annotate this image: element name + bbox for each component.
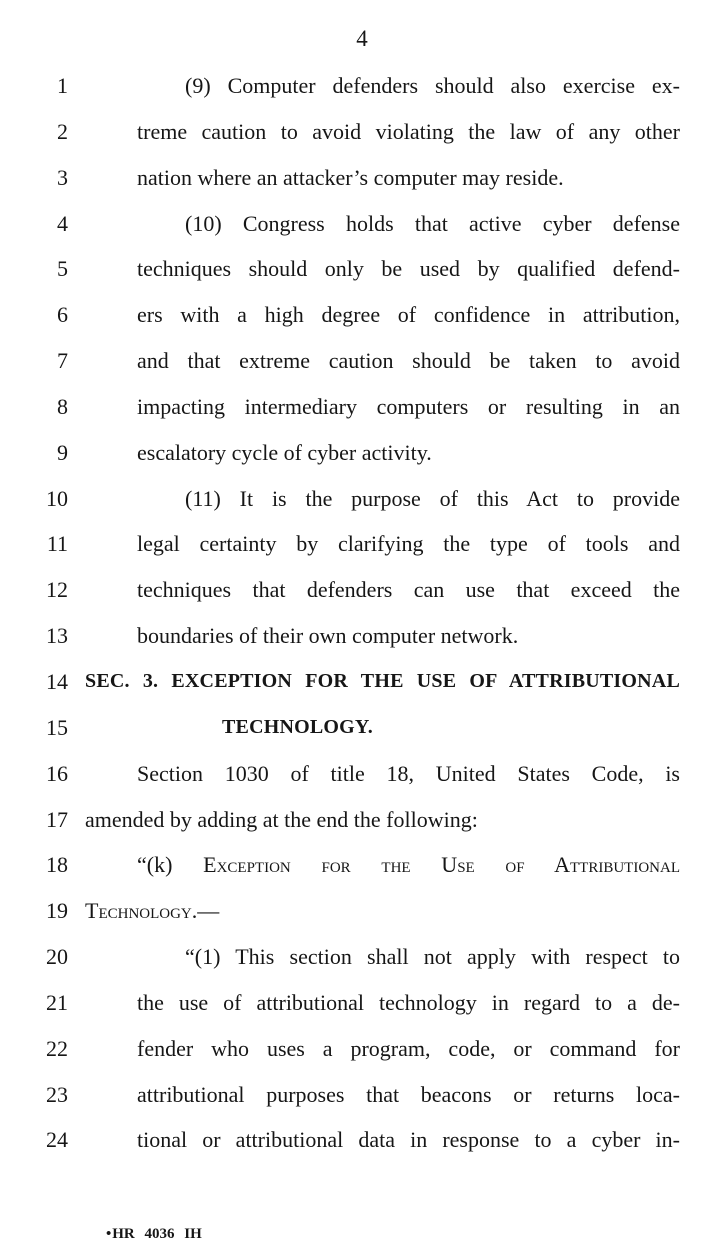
bill-line xyxy=(0,1035,724,1081)
line-text-run: TECHNOLOGY. xyxy=(222,715,373,738)
bill-line xyxy=(0,943,724,989)
small-caps-run: Exception for the Use of Attributional xyxy=(203,852,680,878)
line-text-run: impacting intermediary computers or resulting in an xyxy=(137,393,680,419)
line-text xyxy=(85,393,680,420)
section-heading-line xyxy=(85,714,680,741)
line-text-run: “(1) This section shall not apply with respect to xyxy=(185,944,680,970)
bill-line xyxy=(0,393,724,439)
line-number: 16 xyxy=(46,760,68,786)
line-number: 21 xyxy=(46,989,68,1015)
line-text xyxy=(85,851,680,878)
bill-line xyxy=(0,851,724,897)
bill-text-body xyxy=(0,72,724,1172)
line-text-run: SEC. 3. EXCEPTION FOR THE USE OF ATTRIBUTIONAL xyxy=(85,669,680,692)
line-number: 10 xyxy=(46,485,68,511)
line-text xyxy=(85,1035,680,1062)
line-text-run: treme caution to avoid violating the law of any other xyxy=(137,118,680,144)
line-text-run: amended by adding at the end the following: xyxy=(85,806,478,832)
bill-line xyxy=(0,301,724,347)
bill-line xyxy=(0,530,724,576)
line-text xyxy=(85,439,680,466)
bill-line xyxy=(0,576,724,622)
line-text-run: boundaries of their own computer network. xyxy=(137,623,519,649)
line-text-run: escalatory cycle of cyber activity. xyxy=(137,439,432,465)
bill-line xyxy=(0,210,724,256)
line-text xyxy=(85,164,680,191)
bill-line xyxy=(0,714,724,760)
line-number: 12 xyxy=(46,577,68,603)
line-text xyxy=(85,255,680,282)
bill-line xyxy=(0,1081,724,1127)
line-number: 9 xyxy=(57,439,68,465)
bill-line xyxy=(0,806,724,852)
bill-line xyxy=(0,668,724,714)
bill-line xyxy=(0,760,724,806)
line-text xyxy=(85,530,680,557)
bill-line xyxy=(0,72,724,118)
line-text xyxy=(85,1081,680,1108)
line-text-run: and that extreme caution should be taken to avoid xyxy=(137,348,680,374)
line-text-run: fender who uses a program, code, or command for xyxy=(137,1035,680,1061)
line-number: 17 xyxy=(46,806,68,832)
line-text xyxy=(85,943,680,970)
line-text xyxy=(85,210,680,237)
bill-line xyxy=(0,164,724,210)
line-text-run: techniques should only be used by qualified defend- xyxy=(137,256,680,282)
line-number: 5 xyxy=(57,256,68,282)
line-text xyxy=(85,760,680,787)
line-number: 1 xyxy=(57,73,68,98)
line-number: 6 xyxy=(57,302,68,328)
line-text-run: nation where an attacker’s computer may reside. xyxy=(137,164,564,190)
bill-line xyxy=(0,118,724,164)
line-text-run: attributional purposes that beacons or returns loca- xyxy=(137,1081,680,1107)
line-number: 14 xyxy=(46,668,68,694)
line-text-run: (9) Computer defenders should also exercise ex- xyxy=(185,73,680,98)
line-text xyxy=(85,347,680,374)
line-text-run: ers with a high degree of confidence in attribution, xyxy=(137,302,680,328)
footer-bullet-icon: • xyxy=(106,1226,112,1242)
bill-line xyxy=(0,439,724,485)
line-number: 8 xyxy=(57,393,68,419)
line-text-run: legal certainty by clarifying the type of tools and xyxy=(137,531,680,557)
line-number: 13 xyxy=(46,623,68,649)
page-number: 4 xyxy=(356,26,368,51)
line-number: 19 xyxy=(46,898,68,924)
bill-line xyxy=(0,485,724,531)
line-text xyxy=(85,72,680,99)
bill-line xyxy=(0,1126,724,1172)
line-number: 18 xyxy=(46,852,68,878)
line-text xyxy=(85,622,680,649)
line-text-run: (11) It is the purpose of this Act to provide xyxy=(185,485,680,511)
bill-line xyxy=(0,989,724,1035)
line-number: 4 xyxy=(57,210,68,236)
line-text xyxy=(85,301,680,328)
line-text xyxy=(85,118,680,145)
line-text-run: Section 1030 of title 18, United States Code, is xyxy=(137,760,680,786)
footer-label: HR 4036 IH xyxy=(112,1226,202,1242)
line-number: 3 xyxy=(57,164,68,190)
line-text xyxy=(85,806,680,833)
line-number: 22 xyxy=(46,1035,68,1061)
line-text xyxy=(85,485,680,512)
bill-line xyxy=(0,897,724,943)
small-caps-run: Technology.— xyxy=(85,898,220,924)
line-number: 2 xyxy=(57,118,68,144)
line-text-run: techniques that defenders can use that exceed the xyxy=(137,577,680,603)
bill-footer xyxy=(106,1226,202,1243)
line-text xyxy=(85,989,680,1016)
line-number: 7 xyxy=(57,348,68,374)
line-text xyxy=(85,897,680,924)
line-number: 20 xyxy=(46,944,68,970)
line-text xyxy=(85,576,680,603)
line-number: 11 xyxy=(46,531,68,557)
line-text-run: the use of attributional technology in regard to a de- xyxy=(137,989,680,1015)
bill-line xyxy=(0,347,724,393)
line-number: 23 xyxy=(46,1081,68,1107)
line-number: 24 xyxy=(46,1127,68,1153)
line-text-run: “(k) xyxy=(137,852,204,878)
line-text-run: (10) Congress holds that active cyber defense xyxy=(185,210,680,236)
line-number: 15 xyxy=(46,714,68,740)
bill-line xyxy=(0,622,724,668)
bill-line xyxy=(0,255,724,301)
line-text xyxy=(85,1126,680,1153)
line-text-run: tional or attributional data in response to a cyber in- xyxy=(137,1127,680,1153)
section-heading-line xyxy=(85,668,680,695)
